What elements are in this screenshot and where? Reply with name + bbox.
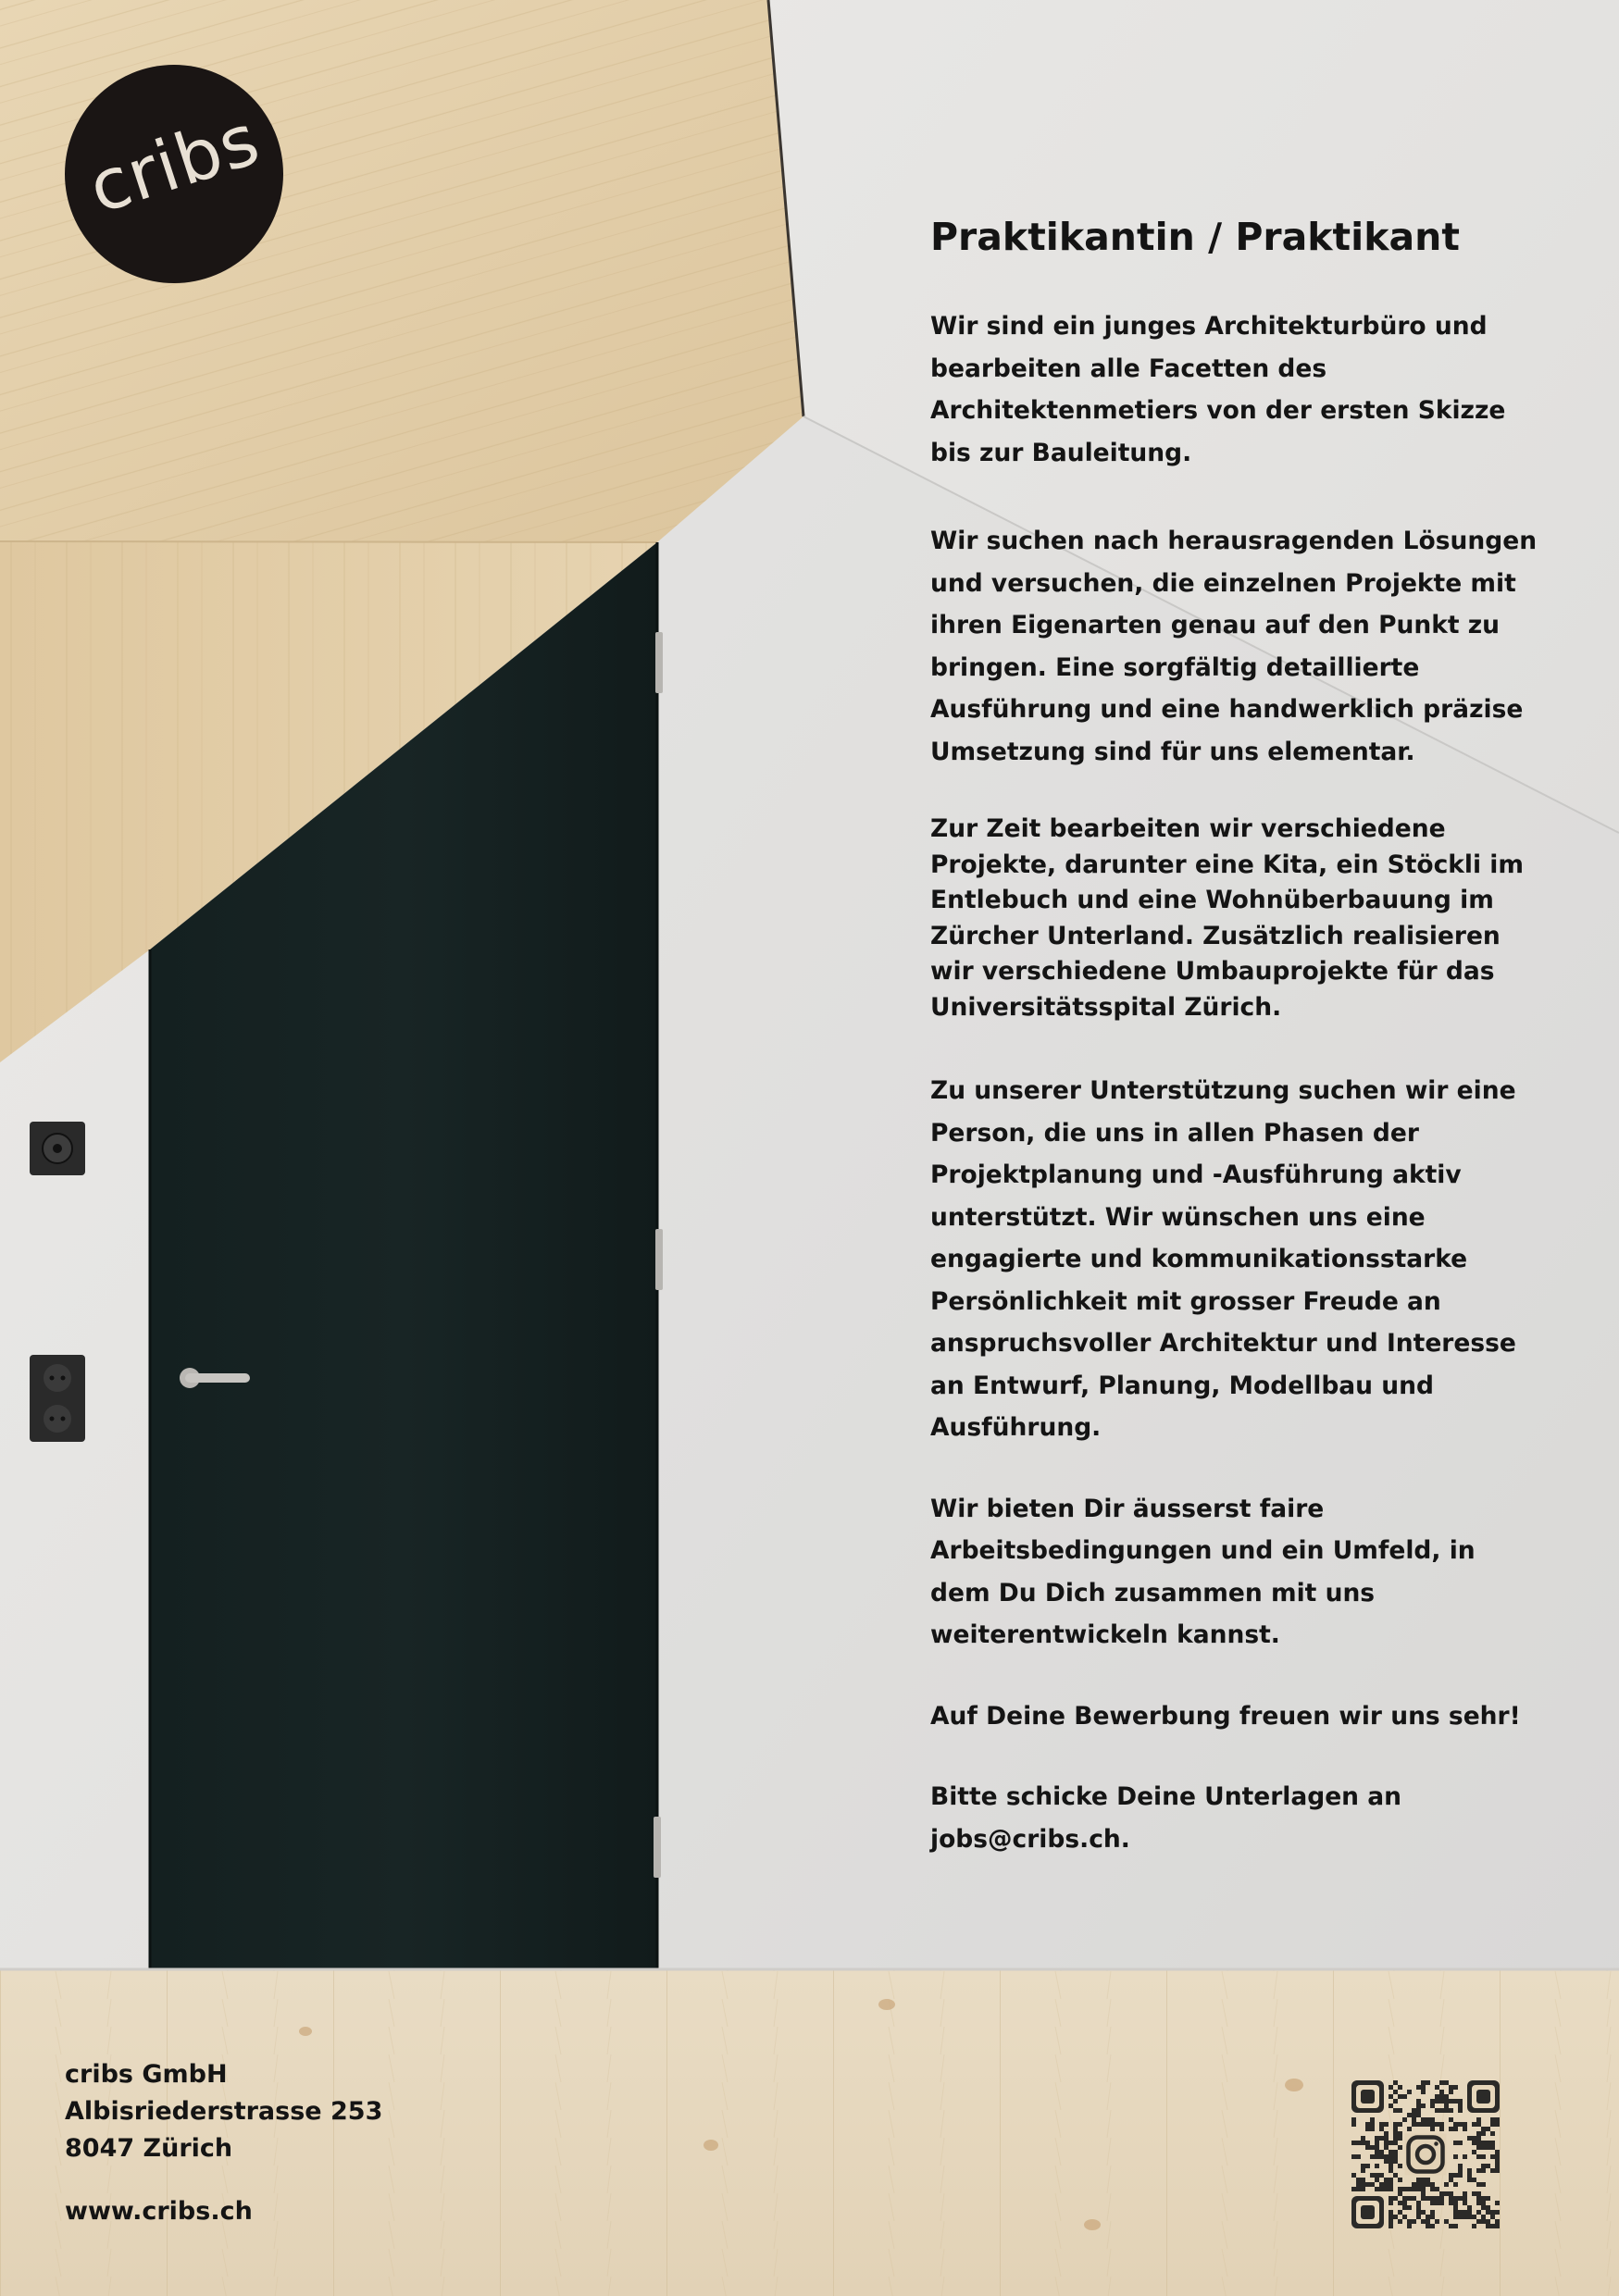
paragraph-intro: Wir sind ein junges Architekturbüro und bearbeiten alle Facetten des Architektenmetiers von der ersten Skizze bis zur Bauleitung. xyxy=(930,312,1506,467)
company-name: cribs GmbH xyxy=(65,2060,228,2089)
website-link[interactable]: www.cribs.ch xyxy=(65,2197,253,2226)
qr-code[interactable] xyxy=(1351,2080,1500,2228)
paragraph-contact: Bitte schicke Deine Unterlagen an jobs@cribs.ch. xyxy=(930,1782,1402,1854)
city: 8047 Zürich xyxy=(65,2134,233,2163)
street-address: Albisriederstrasse 253 xyxy=(65,2097,383,2126)
paragraph-closing: Auf Deine Bewerbung freuen wir uns sehr! xyxy=(930,1701,1521,1731)
paragraph-approach: Wir suchen nach herausragenden Lösungen und versuchen, die einzelnen Projekte mit ihren Eigenarten genau auf den Punkt zu bringen. Eine sorgfältig detaillierte Ausführung und eine handwerklich präzise Umsetzung sind für uns elementar. xyxy=(930,527,1538,766)
job-description xyxy=(930,211,1541,1860)
page-title: Praktikantin / Praktikant xyxy=(930,215,1460,259)
paragraph-offer: Wir bieten Dir äusserst faire Arbeitsbedingungen und ein Umfeld, in dem Du Dich zusammen mit uns weiterentwickeln kannst. xyxy=(930,1494,1476,1649)
logo-text: cribs xyxy=(79,97,269,230)
instagram-icon xyxy=(1405,2134,1447,2176)
company-address xyxy=(65,2056,382,2167)
paragraph-projects: Zur Zeit bearbeiten wir verschiedene Projekte, darunter eine Kita, ein Stöckli im Entlebuch und eine Wohnüberbauung im Zürcher Unterland. Zusätzlich realisieren wir verschiedene Umbauprojekte für das Universitätsspital Zürich. xyxy=(930,814,1525,1022)
cribs-logo xyxy=(65,65,283,283)
paragraph-profile: Zu unserer Unterstützung suchen wir eine Person, die uns in allen Phasen der Projektplanung und -Ausführung aktiv unterstützt. Wir wünschen uns eine engagierte und kommunikationsstarke Persönlichkeit mit grosser Freude an anspruchsvoller Architektur und Interesse an Entwurf, Planung, Modellbau und Ausführung. xyxy=(930,1076,1516,1442)
